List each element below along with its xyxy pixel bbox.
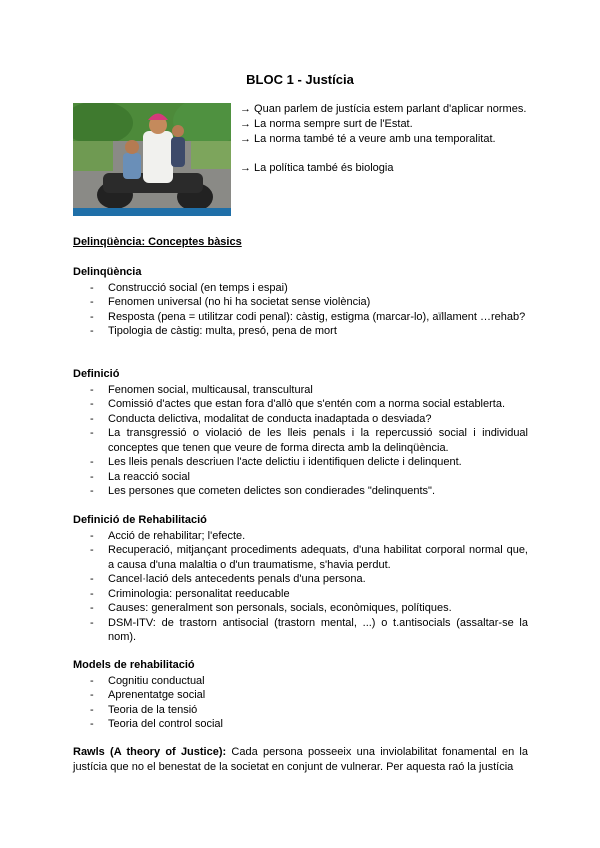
list-item: - Causes: generalment son personals, socials, econòmiques, polítiques.	[90, 602, 452, 614]
delinquencia-list	[73, 281, 528, 339]
definicio-list	[73, 383, 528, 499]
list-item: - Les persones que cometen delictes son condierades "delinquents".	[90, 485, 436, 497]
list-item: - Cancel·lació dels antecedents penals d'una persona.	[90, 573, 366, 585]
list-item: - Cognitiu conductual	[90, 674, 205, 687]
rawls-text: Cada persona posseeix una inviolabilitat fonamental en la justícia que no el benestat de la societat en conjunt de vulnerar. Per aquesta raó la justícia	[73, 746, 528, 773]
rawls-lead: Rawls (A theory of Justice):	[73, 746, 227, 758]
section-heading: Delinqüència: Conceptes bàsics	[73, 236, 242, 248]
delinquencia-section	[73, 265, 528, 339]
photo-illustration	[73, 103, 231, 216]
list-item: - La transgressió o violació de les lleis penals i la repercussió social i individual conceptes que tenen que veure de forma directa amb la delinqüència.	[90, 427, 528, 454]
list-item: - Tipologia de càstig: multa, presó, pena de mort	[90, 325, 337, 337]
list-item: - Fenomen universal (no hi ha societat sense violència)	[90, 296, 371, 308]
intro-line: → La política també és biologia	[240, 162, 394, 174]
motorcycle-family-photo	[73, 103, 231, 216]
delinquencia-heading: Delinqüència	[73, 266, 142, 278]
rehabilitacio-list	[73, 529, 528, 645]
list-item: - La reacció social	[90, 470, 190, 483]
list-item: - Conducta delictiva, modalitat de conducta inadaptada o desviada?	[90, 412, 432, 425]
definicio-section	[73, 367, 528, 499]
rehabilitacio-section	[73, 513, 528, 645]
intro-line: → La norma també té a veure amb una temporalitat.	[240, 133, 496, 145]
list-item: - Acció de rehabilitar; l'efecte.	[90, 529, 246, 542]
page-title: BLOC 1 - Justícia	[246, 72, 354, 87]
list-item: - DSM-ITV: de trastorn antisocial (trastorn mental, ...) o t.antisocials (assaltar-se la nom).	[90, 616, 528, 643]
list-item: - Teoria de la tensió	[90, 703, 198, 716]
list-item: - Construcció social (en temps i espai)	[90, 281, 288, 294]
intro-line: → La norma sempre surt de l'Estat.	[240, 118, 413, 130]
models-section	[73, 658, 528, 732]
rehabilitacio-heading: Definició de Rehabilitació	[73, 514, 207, 526]
models-heading: Models de rehabilitació	[73, 659, 195, 671]
definicio-heading: Definició	[73, 368, 120, 380]
list-item: - Comissió d'actes que estan fora d'allò que s'entén com a norma social establerta.	[90, 398, 506, 410]
list-item: - Aprenentatge social	[90, 689, 206, 701]
rawls-paragraph	[73, 745, 528, 775]
intro-notes	[240, 102, 527, 176]
models-list	[73, 674, 528, 732]
intro-line: → Quan parlem de justícia estem parlant d'aplicar normes.	[240, 103, 527, 115]
list-item: - Les lleis penals descriuen l'acte delictiu i identifiquen delicte i delinquent.	[90, 456, 462, 468]
list-item: - Resposta (pena = utilitzar codi penal): càstig, estigma (marcar-lo), aïllament …rehab?	[90, 310, 526, 323]
list-item: - Teoria del control social	[90, 718, 223, 730]
list-item: - Criminologia: personalitat reeducable	[90, 587, 290, 600]
photo-caption-strip	[73, 208, 231, 216]
list-item: - Fenomen social, multicausal, transcultural	[90, 383, 313, 396]
list-item: - Recuperació, mitjançant procediments adequats, d'una habilitat corporal normal que, a causa d'una malaltia o d'un traumatisme, s'havia perdut.	[90, 544, 528, 571]
